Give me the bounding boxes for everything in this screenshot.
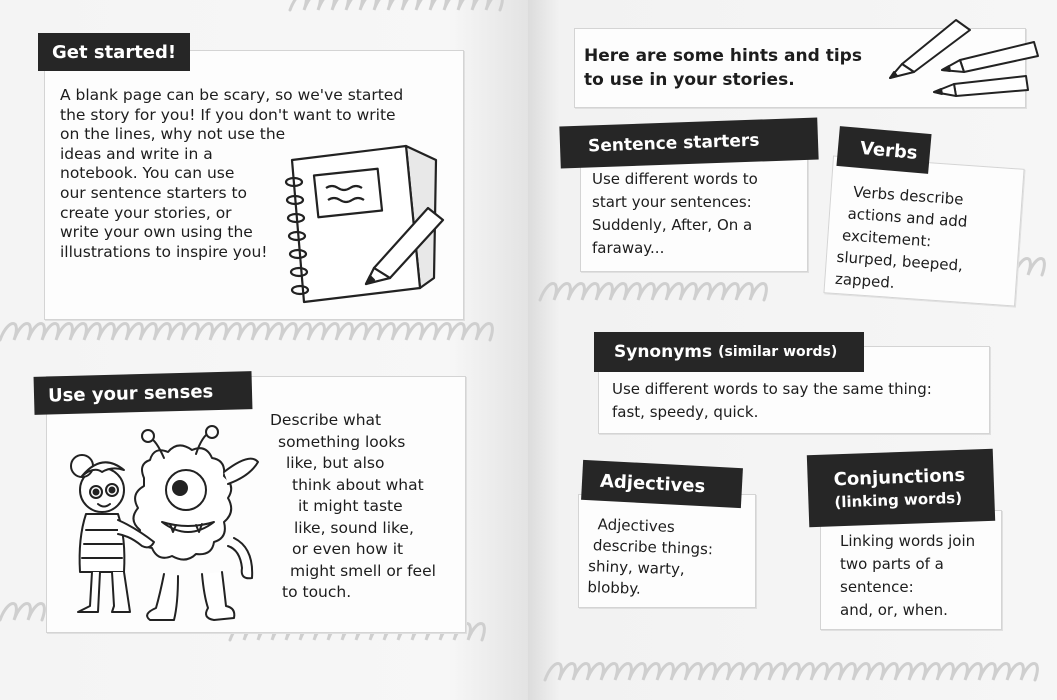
- intro-text: Here are some hints and tips to use in your stories.: [584, 46, 862, 90]
- sentence-starters-heading: Sentence starters: [559, 118, 818, 169]
- senses-heading: Use your senses: [34, 371, 253, 415]
- sentence-starters-text: Use different words to start your sentences: Suddenly, After, On a faraway...: [592, 170, 758, 257]
- girl-hugging-monster-illustration: [52, 418, 292, 628]
- pencils-illustration: [884, 14, 1044, 98]
- verbs-heading: Verbs: [836, 126, 931, 174]
- senses-text: Describe what something looks like, but also think about what it might taste like, sound like, or even how it might smell or feel to touch.: [270, 411, 436, 601]
- verbs-text: Verbs describe actions and add excitement: slurped, beeped, zapped.: [834, 182, 968, 292]
- synonyms-text: Use different words to say the same thing: fast, speedy, quick.: [612, 380, 932, 421]
- conjunctions-heading: [807, 449, 995, 527]
- conjunctions-text: Linking words join two parts of a sentence: and, or, when.: [840, 532, 976, 619]
- notebook-pencil-illustration: [278, 138, 458, 308]
- synonyms-heading-note: (similar words): [718, 344, 838, 360]
- conjunctions-heading-note: (linking words): [834, 488, 963, 512]
- get-started-heading: Get started!: [38, 33, 190, 71]
- synonyms-heading: [594, 332, 864, 372]
- adjectives-text: Adjectives describe things: shiny, warty, blobby.: [587, 515, 714, 598]
- synonyms-heading-main: Synonyms: [614, 342, 713, 362]
- conjunctions-heading-main: Conjunctions: [833, 464, 966, 491]
- adjectives-heading: Adjectives: [581, 460, 743, 508]
- get-started-text: A blank page can be scary, so we've started the story for you! If you don't want to write on the lines, why not use the ideas and write in a notebook. You can use our sentence starters to create your stories, or write your own using the illustrations to inspire you!: [60, 86, 404, 261]
